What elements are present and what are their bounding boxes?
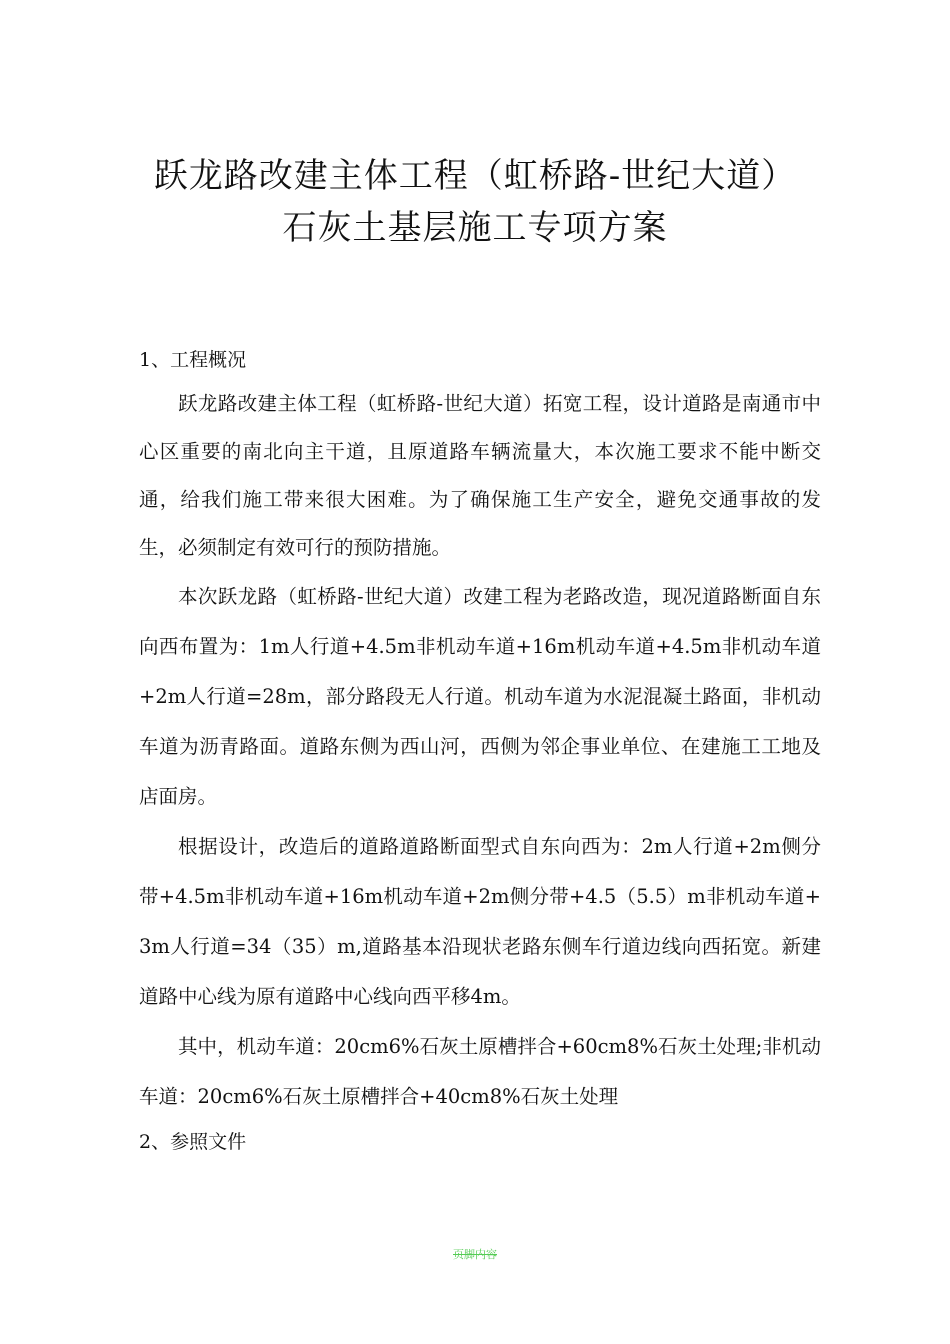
paragraph-design-section: 根据设计，改造后的道路道路断面型式自东向西为：2m人行道+2m侧分带+4.5m非机动车道+16m机动车道+2m侧分带+4.5（5.5）m非机动车道+3m人行道=34（35）m,道路基本沿现状老路东侧车行道边线向西拓宽。新建道路中心线为原有道路中心线向西平移4m。 [139, 835, 821, 1008]
paragraph-intro: 跃龙路改建主体工程（虹桥路-世纪大道）拓宽工程，设计道路是南通市中心区重要的南北向主干道，且原道路车辆流量大，本次施工要求不能中断交通，给我们施工带来很大困难。为了确保施工生产安全，避免交通事故的发生，必须制定有效可行的预防措施。 [139, 392, 821, 559]
paragraph-lime-soil: 其中，机动车道：20cm6%石灰土原槽拌合+60cm8%石灰土处理;非机动车道：20cm6%石灰土原槽拌合+40cm8%石灰土处理 [139, 1035, 821, 1108]
paragraph-current-section: 本次跃龙路（虹桥路-世纪大道）改建工程为老路改造，现况道路断面自东向西布置为：1m人行道+4.5m非机动车道+16m机动车道+4.5m非机动车道+2m人行道=28m，部分路段无人行道。机动车道为水泥混凝土路面，非机动车道为沥青路面。道路东侧为西山河，西侧为邻企事业单位、在建施工工地及店面房。 [139, 585, 821, 808]
title-line-2: 石灰土基层施工专项方案 [282, 208, 668, 248]
page-footer: 页脚内容 [453, 1248, 497, 1261]
title-line-1: 跃龙路改建主体工程（虹桥路-世纪大道） [153, 156, 797, 196]
section-heading-references: 2、参照文件 [139, 1131, 247, 1153]
document-title [0, 150, 950, 254]
section-heading-overview: 1、工程概况 [139, 349, 247, 371]
document-body [139, 340, 821, 1162]
